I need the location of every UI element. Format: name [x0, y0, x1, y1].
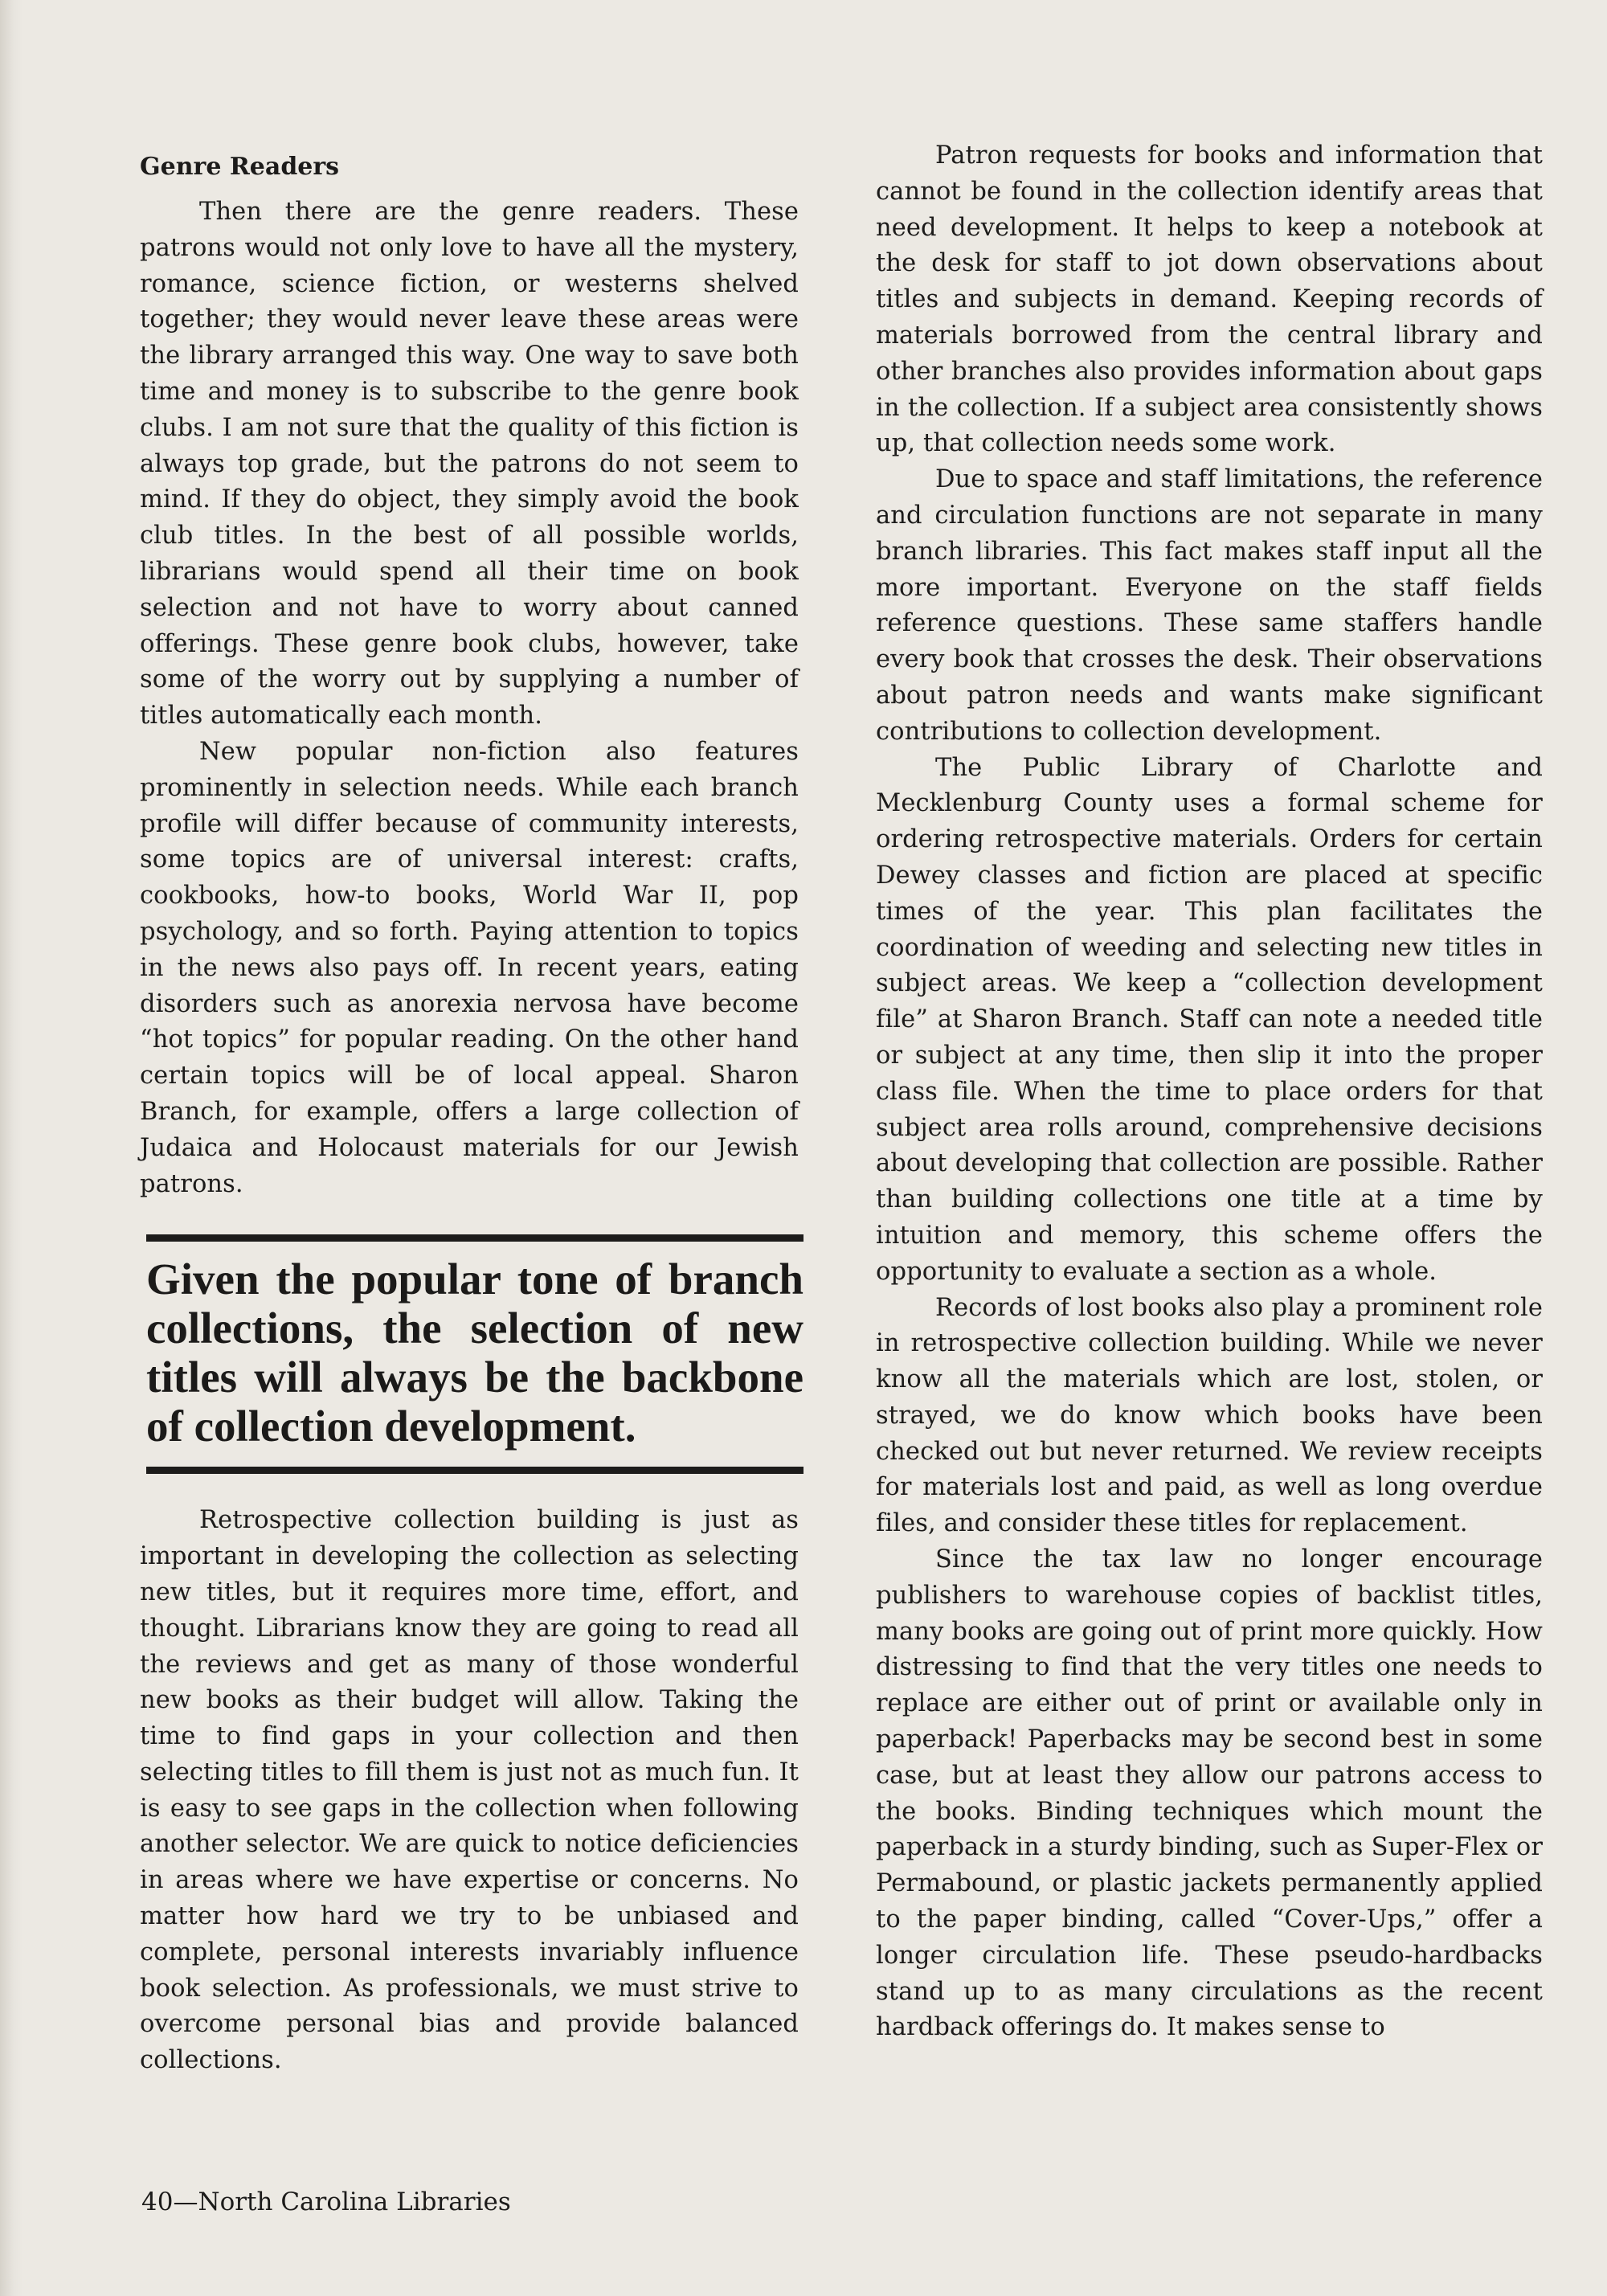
page-edge: [0, 0, 22, 2296]
left-paragraph-2: New popular non-fiction also features prominently in selection needs. While each branch profile will differ because of community interests, some topics are of universal interest: crafts, cookbooks, how-to books, World War II, pop psychology, and so forth. Paying attention to topics in the news also pays off. In recent years, eating disorders such as anorexia nervosa have become “hot topics” for popular reading. On the other hand certain topics will be of local appeal. Sharon Branch, for example, offers a large collection of Judaica and Holocaust materials for our Jewish patrons.: [140, 737, 799, 1198]
left-paragraph-1: Then there are the genre readers. These patrons would not only love to have all the mystery, romance, science fiction, or westerns shelved together; they would never leave these areas were the library arranged this way. One way to save both time and money is to subscribe to the genre book clubs. I am not sure that the quality of this fiction is always top grade, but the patrons do not seem to mind. If they do object, they simply avoid the book club titles. In the best of all possible worlds, librarians would spend all their time on book selection and not have to worry about canned offerings. These genre book clubs, however, take some of the worry out by supplying a number of titles automatically each month.: [140, 198, 799, 731]
left-column: [140, 145, 804, 2079]
left-paragraph-3: Retrospective collection building is just as important in developing the collection as selecting new titles, but it requires more time, effort, and thought. Librarians know they are going to read all the reviews and get as many of those wonderful new books as their budget will allow. Taking the time to find gaps in your collection and then selecting titles to fill them is just not as much fun. It is easy to see gaps in the collection when following another selector. We are quick to notice deficiencies in areas where we have expertise or concerns. No matter how hard we try to be unbiased and complete, personal interests invariably influence book selection. As professionals, we must strive to overcome personal bias and provide balanced collections.: [140, 1506, 799, 2075]
right-paragraph-2: Due to space and staff limitations, the reference and circulation functions are not separate in many branch libraries. This fact makes staff input all the more important. Everyone on the staff fields reference questions. These same staffers handle every book that crosses the desk. Their observations about patron needs and wants make significant contributions to collection development.: [876, 465, 1543, 746]
pull-quote-top-rule: [146, 1234, 804, 1242]
section-heading: Genre Readers: [140, 153, 340, 181]
right-paragraph-4: Records of lost books also play a prominent role in retrospective collection building. While we never know all the materials which are lost, stolen, or strayed, we do know which books have been checked out but never returned. We review receipts for materials lost and paid, as well as long overdue files, and consider these titles for replacement.: [876, 1293, 1543, 1538]
pull-quote-bottom-rule: [146, 1467, 804, 1474]
pull-quote-text: Given the popular tone of branch collections, the selection of new titles will always be the backbone of collection development.: [146, 1254, 804, 1451]
pull-quote: [146, 1234, 804, 1474]
right-paragraph-5: Since the tax law no longer encourage publishers to warehouse copies of backlist titles, many books are going out of print more quickly. How distressing to find that the very titles one needs to replace are either out of print or available only in paperback! Paperbacks may be second best in some case, but at least they allow our patrons access to the books. Binding techniques which mount the paperback in a sturdy binding, such as Super-Flex or Permabound, or plastic jackets permanently applied to the paper binding, called “Cover-Ups,” offer a longer circulation life. These pseudo-hardbacks stand up to as many circulations as the recent hardback offerings do. It makes sense to: [876, 1545, 1543, 2042]
right-paragraph-3: The Public Library of Charlotte and Mecklenburg County uses a formal scheme for ordering retrospective materials. Orders for certain Dewey classes and fiction are placed at specific times of the year. This plan facilitates the coordination of weeding and selecting new titles in subject areas. We keep a “collection development file” at Sharon Branch. Staff can note a needed title or subject at any time, then slip it into the proper class file. When the time to place orders for that subject area rolls around, comprehensive decisions about developing that collection are possible. Rather than building collections one title at a time by intuition and memory, this scheme offers the opportunity to evaluate a section as a whole.: [876, 753, 1543, 1286]
right-column: [876, 138, 1543, 2046]
right-paragraph-1: Patron requests for books and information that cannot be found in the collection identify areas that need development. It helps to keep a notebook at the desk for staff to jot down observations about titles and subjects in demand. Keeping records of materials borrowed from the central library and other branches also provides information about gaps in the collection. If a subject area consistently shows up, that collection needs some work.: [876, 141, 1543, 458]
page-footer: 40—North Carolina Libraries: [141, 2188, 511, 2216]
